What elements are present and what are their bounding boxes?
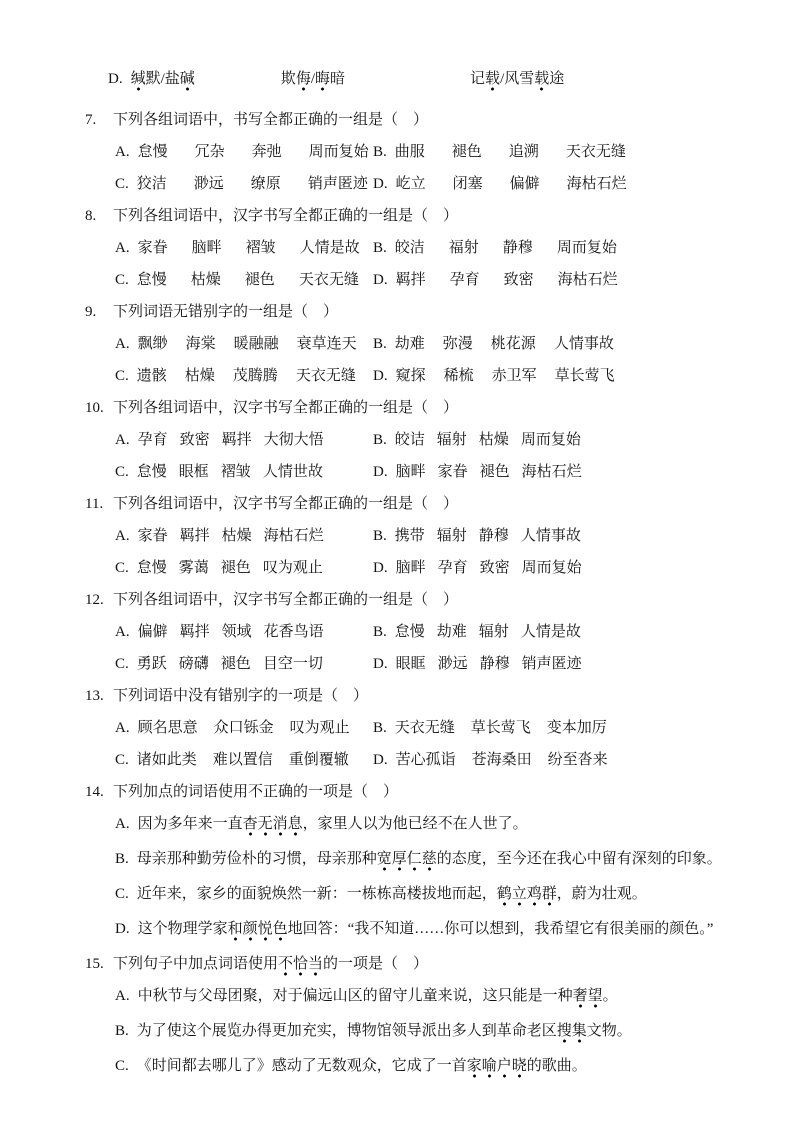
option-letter: A.	[115, 720, 130, 736]
option-row	[85, 561, 763, 576]
option-word: 重倒覆辙	[288, 752, 349, 768]
option-letter: A.	[115, 240, 130, 256]
option-word: 冗杂	[194, 144, 225, 160]
sentence-option-row	[85, 887, 763, 902]
text-segment: 近年来，家乡的面貌焕然一新：一栋栋高楼拔地而起，	[136, 886, 497, 902]
option-letter: A.	[115, 336, 130, 352]
option-word: 雾蔼	[178, 560, 209, 576]
question-stem-row	[85, 497, 763, 512]
option-row	[85, 753, 763, 768]
sentence-option-row	[85, 1024, 763, 1039]
question-number: 9.	[85, 304, 97, 320]
question-block	[85, 305, 763, 384]
option-word: 怠慢	[136, 272, 167, 288]
option-word: 致密	[179, 432, 210, 448]
word-pair	[131, 72, 195, 87]
option-letter: C.	[115, 560, 129, 576]
option-row	[85, 721, 763, 736]
option-letter: D.	[115, 921, 130, 937]
text-segment: 记	[470, 71, 486, 87]
question-stem	[113, 688, 368, 704]
emphasized-text: 奢望	[573, 988, 603, 1009]
option-cell	[115, 177, 373, 192]
option-word: 羁拌	[395, 272, 426, 288]
option-word: 天衣无缝	[394, 720, 455, 736]
text-segment: 下列加点的词语使用不正确的一项是（ ）	[113, 784, 399, 800]
option-row	[85, 337, 763, 352]
question6-option-d-row	[85, 72, 763, 87]
text-segment: 因为多年来一直	[137, 816, 243, 832]
option-row	[85, 529, 763, 544]
question-stem-row	[85, 785, 763, 800]
option-row	[85, 369, 763, 384]
option-letter: B.	[115, 851, 129, 867]
emphasized-text: 鹤立鸡群	[497, 886, 557, 907]
option-word: 苦心孤诣	[395, 752, 456, 768]
option-letter: B.	[373, 144, 387, 160]
emphasized-text: 晦	[315, 71, 330, 92]
option-word: 难以置信	[212, 752, 273, 768]
question-block	[85, 689, 763, 768]
question-number: 8.	[85, 208, 97, 224]
option-letter: B.	[373, 624, 387, 640]
option-word: 衰草连天	[296, 336, 357, 352]
option-word: 致密	[479, 560, 510, 576]
word-pair	[470, 72, 564, 87]
option-letter: D.	[373, 560, 388, 576]
option-word: 奔弛	[251, 144, 282, 160]
text-segment: 母亲那种勤劳俭朴的习惯，母亲那种	[136, 851, 377, 867]
option-word: 海枯石烂	[566, 176, 627, 192]
option-word: 苍海桑田	[471, 752, 532, 768]
text-segment: ，家里人以为他已经不在人世了。	[302, 816, 528, 832]
option-word: 磅礴	[178, 656, 209, 672]
question-number: 15.	[85, 956, 104, 972]
question-stem	[113, 400, 458, 416]
option-cell	[373, 721, 763, 736]
option-letter: C.	[115, 656, 129, 672]
option-word: 叹为观止	[289, 720, 350, 736]
option-word: 怠慢	[136, 464, 167, 480]
text-segment: 这个物理学家	[137, 921, 228, 937]
option-word: 静穆	[478, 528, 509, 544]
option-word: 家眷	[437, 464, 468, 480]
text-segment: 下列词语中没有错别字的一项是（ ）	[113, 688, 369, 704]
option-cell	[373, 465, 763, 480]
question-number: 12.	[85, 592, 104, 608]
option-word: 偏僻	[137, 624, 168, 640]
option-word: 枯燥	[190, 272, 221, 288]
question-block	[85, 785, 763, 937]
text-segment: 的歌曲。	[526, 1058, 587, 1074]
option-cell	[115, 753, 373, 768]
option-row	[85, 241, 763, 256]
option-word: 飘缈	[137, 336, 168, 352]
option-cell	[373, 433, 763, 448]
option-word: 人情世故	[262, 464, 323, 480]
option-word: 人情事故	[553, 336, 614, 352]
option-word: 孕育	[437, 560, 468, 576]
option-word: 羁拌	[221, 432, 252, 448]
word-pair	[281, 72, 345, 87]
question-stem-row	[85, 209, 763, 224]
option-cell	[373, 657, 763, 672]
emphasized-text: 载	[485, 71, 500, 92]
option-word: 褪色	[451, 144, 482, 160]
option-row	[85, 657, 763, 672]
option-word: 闭塞	[452, 176, 483, 192]
question-stem	[113, 496, 458, 512]
option-word: 周而复始	[308, 144, 369, 160]
sentence-option-row	[85, 852, 763, 867]
option-cell	[373, 145, 763, 160]
option-word: 纷至沓来	[547, 752, 608, 768]
option-word: 偏僻	[509, 176, 540, 192]
option-letter: A.	[115, 816, 130, 832]
option-cell	[115, 241, 373, 256]
question-block	[85, 497, 763, 576]
sentence-option-row	[85, 989, 763, 1004]
option-word: 屹立	[395, 176, 426, 192]
option-cell	[115, 433, 373, 448]
option-word: 渺远	[437, 656, 468, 672]
question-stem-row	[85, 593, 763, 608]
option-word: 勇跃	[136, 656, 167, 672]
option-letter: B.	[373, 240, 387, 256]
option-letter: D.	[373, 656, 388, 672]
option-letter: A.	[115, 144, 130, 160]
option-letter: C.	[115, 1058, 129, 1074]
option-word: 弥漫	[442, 336, 473, 352]
option-word: 海棠	[185, 336, 216, 352]
text-segment: 。	[602, 988, 618, 1004]
option-letter: C.	[115, 368, 129, 384]
option-word: 劫难	[394, 336, 425, 352]
option-word: 脑畔	[395, 464, 426, 480]
option-word: 稀梳	[443, 368, 474, 384]
option-cell	[373, 369, 763, 384]
option-cell	[373, 753, 763, 768]
option-word: 褪色	[220, 560, 251, 576]
text-segment: /风雪	[500, 71, 535, 87]
sentence-option-text	[138, 988, 618, 1009]
option-word: 诸如此类	[136, 752, 197, 768]
option-row	[85, 177, 763, 192]
text-segment: 暗	[330, 71, 346, 87]
option-word: 花香鸟语	[263, 624, 324, 640]
option-cell	[115, 657, 373, 672]
option-word: 眼框	[178, 464, 209, 480]
text-segment: 中秋节与父母团聚，对于偏远山区的留守儿童来说，这只能是一种	[137, 988, 573, 1004]
option-word: 天衣无缝	[295, 368, 356, 384]
sentence-option-text	[138, 921, 714, 942]
option-letter: C.	[115, 464, 129, 480]
option-word: 褶皱	[220, 464, 251, 480]
emphasized-text: 碱	[180, 71, 195, 92]
option-cell	[115, 529, 373, 544]
option-row	[85, 433, 763, 448]
text-segment: ，蔚为壮观。	[556, 886, 647, 902]
text-segment: 下列各组词语中，书写全都正确的一组是（ ）	[113, 112, 429, 128]
text-segment: 地回答：“我不知道……你可以想到，我希望它有很美丽的颜色。”	[287, 921, 714, 937]
option-word: 辐射	[436, 432, 467, 448]
option-word: 怠慢	[394, 624, 425, 640]
option-word: 销声匿迹	[307, 176, 368, 192]
option-word: 褪色	[220, 656, 251, 672]
option-word: 众口铄金	[213, 720, 274, 736]
option-word: 携带	[394, 528, 425, 544]
text-segment: 下列词语无错别字的一组是（ ）	[113, 304, 339, 320]
option-letter: B.	[373, 336, 387, 352]
text-segment: 下列各组词语中，汉字书写全都正确的一组是（ ）	[113, 400, 459, 416]
question-block	[85, 593, 763, 672]
option-word: 怠慢	[136, 560, 167, 576]
question-list	[85, 113, 763, 1074]
text-segment: 下列句子中加点词语使用	[113, 956, 279, 972]
text-segment: 的态度，至今还在我心中留有深刻的印象。	[436, 851, 722, 867]
emphasized-text: 不恰当	[278, 956, 323, 977]
option-cell	[373, 625, 763, 640]
question-number: 10.	[85, 400, 104, 416]
option-word: 周而复始	[520, 432, 581, 448]
sentence-option-row	[85, 922, 763, 937]
option-word: 致密	[503, 272, 534, 288]
option-word: 销声匿迹	[521, 656, 582, 672]
option-word: 劫难	[436, 624, 467, 640]
option-word: 皎洁	[394, 240, 425, 256]
text-segment: 下列各组词语中，汉字书写全都正确的一组是（ ）	[113, 496, 459, 512]
option-word: 渺远	[193, 176, 224, 192]
option-word: 枯燥	[478, 432, 509, 448]
option-cell	[373, 529, 763, 544]
option-word: 脑畔	[395, 560, 426, 576]
question-number: 13.	[85, 688, 104, 704]
question-number: 7.	[85, 112, 97, 128]
sentence-option-row	[85, 817, 763, 832]
option-word: 人情是故	[299, 240, 360, 256]
option-word: 赤卫军	[491, 368, 537, 384]
option-letter: D.	[373, 464, 388, 480]
option-word: 辐射	[436, 528, 467, 544]
option-word: 孕育	[137, 432, 168, 448]
option-letter: B.	[373, 528, 387, 544]
text-segment: 下列各组词语中，汉字书写全都正确的一组是（ ）	[113, 208, 459, 224]
emphasized-text: 和颜悦色	[228, 921, 288, 942]
option-word: 褪色	[244, 272, 275, 288]
option-word: 天衣无缝	[565, 144, 626, 160]
option-word: 静穆	[502, 240, 533, 256]
option-cell	[115, 369, 373, 384]
option-letter: C.	[115, 752, 129, 768]
option-letter: A.	[115, 988, 130, 1004]
text-segment: 欺	[280, 71, 296, 87]
option-letter: D.	[108, 71, 123, 87]
option-word: 家眷	[137, 528, 168, 544]
option-cell	[115, 337, 373, 352]
option-word: 茂腾腾	[232, 368, 278, 384]
option-word: 福射	[448, 240, 479, 256]
option-row	[85, 145, 763, 160]
option-word: 周而复始	[521, 560, 582, 576]
question-stem	[113, 112, 428, 128]
option-word: 暖融融	[233, 336, 279, 352]
text-segment: 下列各组词语中，汉字书写全都正确的一组是（ ）	[113, 592, 459, 608]
option-cell	[373, 273, 763, 288]
emphasized-text: 载	[534, 71, 549, 92]
option-cell	[373, 337, 763, 352]
emphasized-text: 杳无消息	[243, 816, 303, 837]
question-stem-row	[85, 305, 763, 320]
option-word: 叹为观止	[262, 560, 323, 576]
option-word: 天衣无缝	[298, 272, 359, 288]
option-row	[85, 625, 763, 640]
question-block	[85, 113, 763, 192]
option-word: 遗骸	[136, 368, 167, 384]
option-word: 变本加厉	[546, 720, 607, 736]
option-cell	[373, 177, 763, 192]
question-block	[85, 957, 763, 1074]
emphasized-text: 侮	[296, 71, 311, 92]
text-segment: 途	[549, 71, 565, 87]
sentence-option-text	[137, 1023, 632, 1044]
option-cell	[373, 241, 763, 256]
option-letter: B.	[115, 1023, 129, 1039]
option-letter: B.	[373, 432, 387, 448]
option-word: 枯燥	[221, 528, 252, 544]
option-word: 大彻大悟	[263, 432, 324, 448]
option-word: 周而复始	[556, 240, 617, 256]
option-cell	[115, 145, 373, 160]
text-segment: 为了使这个展览办得更加充实，博物馆领导派出多人到革命老区	[136, 1023, 557, 1039]
option-cell	[115, 625, 373, 640]
option-word: 人情事故	[520, 528, 581, 544]
option-cell	[115, 721, 373, 736]
option-word: 草长莺飞	[554, 368, 615, 384]
option-letter: D.	[373, 368, 388, 384]
option-cell	[115, 273, 373, 288]
option-cell	[115, 465, 373, 480]
text-segment: 《时间都去哪儿了》感动了无数观众，它成了一首	[136, 1058, 467, 1074]
option-letter: A.	[115, 528, 130, 544]
option-cell	[373, 561, 763, 576]
option-cell	[115, 561, 373, 576]
pinyin-word-pairs	[131, 71, 565, 87]
option-word: 海枯石烂	[521, 464, 582, 480]
option-word: 领域	[221, 624, 252, 640]
option-word: 家眷	[137, 240, 168, 256]
question-block	[85, 209, 763, 288]
question-stem	[113, 304, 338, 320]
text-segment: 默/盐	[145, 71, 180, 87]
option-word: 枯燥	[184, 368, 215, 384]
option-word: 褶皱	[245, 240, 276, 256]
option-word: 曲服	[394, 144, 425, 160]
question-number: 11.	[85, 496, 104, 512]
option-word: 顾名思意	[137, 720, 198, 736]
sentence-option-row	[85, 1059, 763, 1074]
option-letter: A.	[115, 624, 130, 640]
option-word: 窥探	[395, 368, 426, 384]
sentence-option-text	[137, 886, 647, 907]
text-segment: 文物。	[586, 1023, 632, 1039]
option-word: 怠慢	[137, 144, 168, 160]
option-row	[85, 465, 763, 480]
option-letter: B.	[373, 720, 387, 736]
option-word: 眼眶	[395, 656, 426, 672]
sentence-option-text	[137, 1058, 587, 1079]
option-word: 人情是故	[520, 624, 581, 640]
question-stem	[113, 784, 398, 800]
emphasized-text: 搜集	[557, 1023, 587, 1044]
option-word: 狡洁	[136, 176, 167, 192]
option-word: 静穆	[479, 656, 510, 672]
question-stem-row	[85, 957, 763, 972]
option-letter: D.	[373, 752, 388, 768]
option-row	[85, 273, 763, 288]
option-letter: C.	[115, 886, 129, 902]
emphasized-text: 家喻户晓	[467, 1058, 527, 1079]
question-block	[85, 401, 763, 480]
emphasized-text: 宽厚仁慈	[377, 851, 437, 872]
option-letter: C.	[115, 176, 129, 192]
option-word: 辐射	[478, 624, 509, 640]
option-letter: D.	[373, 272, 388, 288]
option-word: 追溯	[508, 144, 539, 160]
option-word: 脑畔	[191, 240, 222, 256]
sentence-option-text	[138, 816, 528, 837]
emphasized-text: 缄	[131, 71, 146, 92]
question-number: 14.	[85, 784, 104, 800]
option-word: 羁拌	[179, 624, 210, 640]
option-word: 海枯石烂	[557, 272, 618, 288]
question-stem	[113, 592, 458, 608]
question-stem-row	[85, 113, 763, 128]
option-word: 孕育	[449, 272, 480, 288]
question-stem-row	[85, 401, 763, 416]
option-word: 皎诘	[394, 432, 425, 448]
sentence-option-text	[137, 851, 722, 872]
option-word: 桃花源	[490, 336, 536, 352]
text-segment: /	[310, 71, 315, 87]
option-word: 海枯石烂	[263, 528, 324, 544]
option-word: 目空一切	[262, 656, 323, 672]
question-stem-row	[85, 689, 763, 704]
option-letter: A.	[115, 432, 130, 448]
question-stem	[113, 208, 458, 224]
option-word: 缭原	[250, 176, 281, 192]
question-stem	[113, 956, 428, 977]
option-word: 羁拌	[179, 528, 210, 544]
text-segment: 的一项是（ ）	[323, 956, 429, 972]
option-letter: D.	[373, 176, 388, 192]
option-word: 草长莺飞	[470, 720, 531, 736]
option-word: 褪色	[479, 464, 510, 480]
option-letter: C.	[115, 272, 129, 288]
